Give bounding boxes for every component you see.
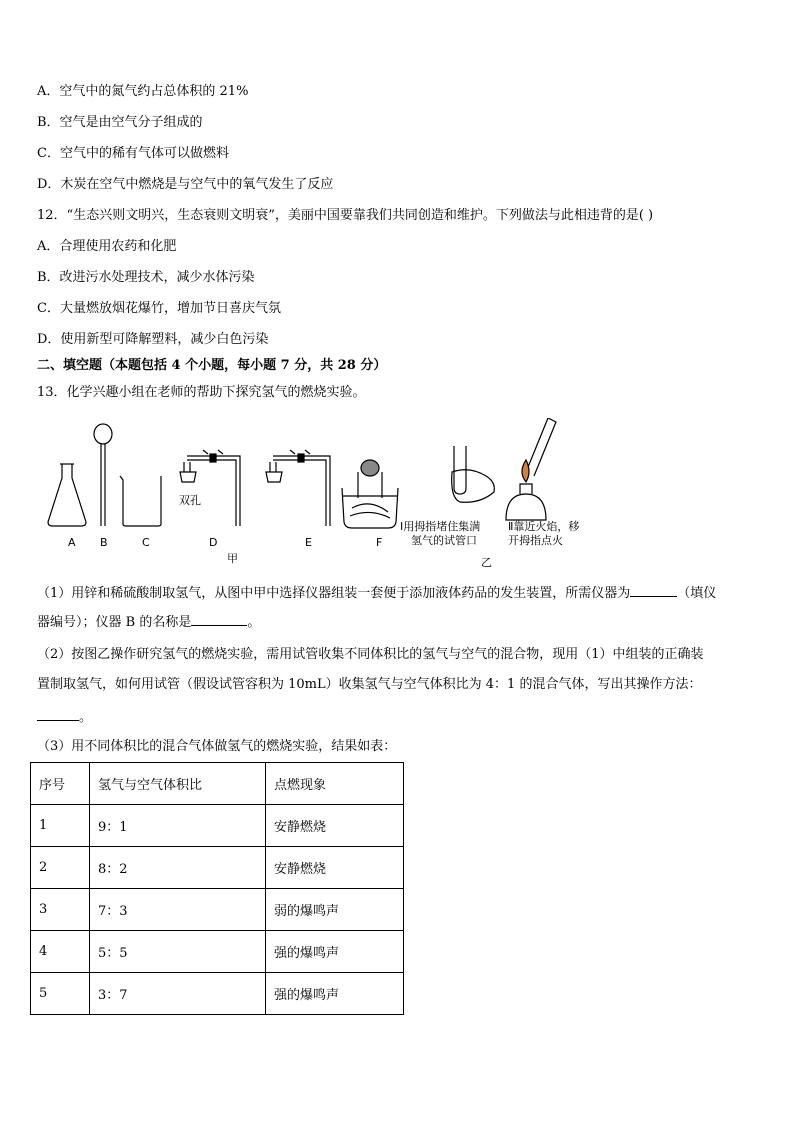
q13-part1-text-d: 。 bbox=[247, 615, 261, 630]
q12-option-c: C．大量燃放烟花爆竹，增加节日喜庆气氛 bbox=[37, 301, 281, 316]
q12-option-a: A．合理使用农药和化肥 bbox=[37, 239, 177, 254]
table-row bbox=[31, 805, 404, 847]
q11-option-c: C．空气中的稀有气体可以做燃料 bbox=[37, 146, 229, 161]
section-title: 二、填空题（本题包括 4 个小题，每小题 7 分，共 28 分） bbox=[37, 358, 387, 373]
table-cell: 强的爆鸣声 bbox=[266, 973, 404, 1015]
q13-part1-text-a: （1）用锌和稀硫酸制取氢气，从图中甲中选择仪器组装一套便于添加液体药品的发生装置，所需仪器为 bbox=[37, 586, 631, 601]
q13-part2-line2: 置制取氢气，如何用试管（假设试管容积为 10mL）收集氢气与空气体积比为 4：1 的混合气体，写出其操作方法： bbox=[37, 677, 702, 692]
table-cell: 4 bbox=[31, 931, 90, 973]
table-cell: 9：1 bbox=[90, 805, 266, 847]
q12-option-b: B．改进污水处理技术，减少水体污染 bbox=[37, 270, 255, 285]
q13-part1-text-c: 器编号）；仪器 B 的名称是 bbox=[37, 615, 192, 630]
apparatus-figure bbox=[40, 418, 600, 568]
table-cell: 强的爆鸣声 bbox=[266, 931, 404, 973]
q13-part2-text-c: 。 bbox=[79, 710, 93, 725]
header-cell: 序号 bbox=[31, 763, 90, 805]
label-double-hole: 双孔 bbox=[179, 494, 201, 507]
results-table bbox=[30, 762, 404, 1015]
stopper-tube-e-icon bbox=[266, 450, 330, 526]
q13-part1-text-b: （填仪 bbox=[677, 586, 717, 601]
q11-option-d: D．木炭在空气中燃烧是与空气中的氧气发生了反应 bbox=[37, 177, 334, 192]
q13-part2-line3 bbox=[37, 707, 92, 727]
table-row bbox=[31, 889, 404, 931]
label-d: D bbox=[209, 536, 218, 549]
q13-part1-line2 bbox=[37, 612, 260, 632]
answer-blank bbox=[630, 583, 677, 597]
header-cell: 氢气与空气体积比 bbox=[90, 763, 266, 805]
label-yi: 乙 bbox=[481, 556, 492, 568]
thistle-funnel-b-icon bbox=[94, 424, 112, 526]
stopper-tube-d-icon bbox=[180, 450, 240, 526]
answer-blank bbox=[37, 707, 79, 721]
label-e: E bbox=[305, 536, 312, 549]
table-cell: 3 bbox=[31, 889, 90, 931]
q13-part2-line1: （2）按图乙操作研究氢气的燃烧实验，需用试管收集不同体积比的氢气与空气的混合物，现用（1）中组装的正确装 bbox=[37, 647, 704, 662]
table-cell: 安静燃烧 bbox=[266, 847, 404, 889]
label-f: F bbox=[376, 536, 383, 549]
label-step2-line2: 开拇指点火 bbox=[508, 534, 563, 547]
label-a: A bbox=[68, 536, 76, 549]
water-trough-f-icon bbox=[342, 460, 398, 528]
label-c: C bbox=[142, 536, 150, 549]
q13-part3: （3）用不同体积比的混合气体做氢气的燃烧实验，结果如表： bbox=[37, 739, 397, 754]
table-cell: 3：7 bbox=[90, 973, 266, 1015]
q11-option-b: B．空气是由空气分子组成的 bbox=[37, 115, 203, 130]
table-cell: 弱的爆鸣声 bbox=[266, 889, 404, 931]
table-row bbox=[31, 847, 404, 889]
table-cell: 2 bbox=[31, 847, 90, 889]
q13-stem: 13．化学兴趣小组在老师的帮助下探究氢气的燃烧实验。 bbox=[37, 385, 366, 400]
header-cell: 点燃现象 bbox=[266, 763, 404, 805]
beaker-c-icon bbox=[120, 476, 161, 526]
answer-blank bbox=[191, 612, 247, 626]
q12-option-d: D．使用新型可降解塑料，减少白色污染 bbox=[37, 332, 269, 347]
table-cell: 1 bbox=[31, 805, 90, 847]
conical-flask-a-icon bbox=[48, 464, 86, 526]
table-cell: 7：3 bbox=[90, 889, 266, 931]
alcohol-lamp-test-tube-icon bbox=[506, 418, 556, 520]
q13-part1-line1 bbox=[37, 583, 716, 603]
q11-option-a: A．空气中的氮气约占总体积的 21% bbox=[37, 84, 249, 99]
q12-stem: 12．“生态兴则文明兴，生态衰则文明衰”，美丽中国要靠我们共同创造和维护。下列做法与此相违背的是( ) bbox=[37, 208, 654, 223]
label-step2-line1: Ⅱ靠近火焰，移 bbox=[508, 520, 580, 533]
table-cell: 5：5 bbox=[90, 931, 266, 973]
table-cell: 5 bbox=[31, 973, 90, 1015]
table-row bbox=[31, 931, 404, 973]
table-row bbox=[31, 973, 404, 1015]
table-cell: 安静燃烧 bbox=[266, 805, 404, 847]
label-step1-line2: 氢气的试管口 bbox=[411, 534, 477, 547]
label-step1-line1: Ⅰ用拇指堵住集满 bbox=[400, 520, 481, 533]
table-header-row bbox=[31, 763, 404, 805]
hand-test-tube-icon bbox=[452, 446, 495, 502]
figure-labels bbox=[68, 493, 579, 568]
table-cell: 8：2 bbox=[90, 847, 266, 889]
label-b: B bbox=[100, 536, 108, 549]
label-jia: 甲 bbox=[227, 552, 238, 565]
